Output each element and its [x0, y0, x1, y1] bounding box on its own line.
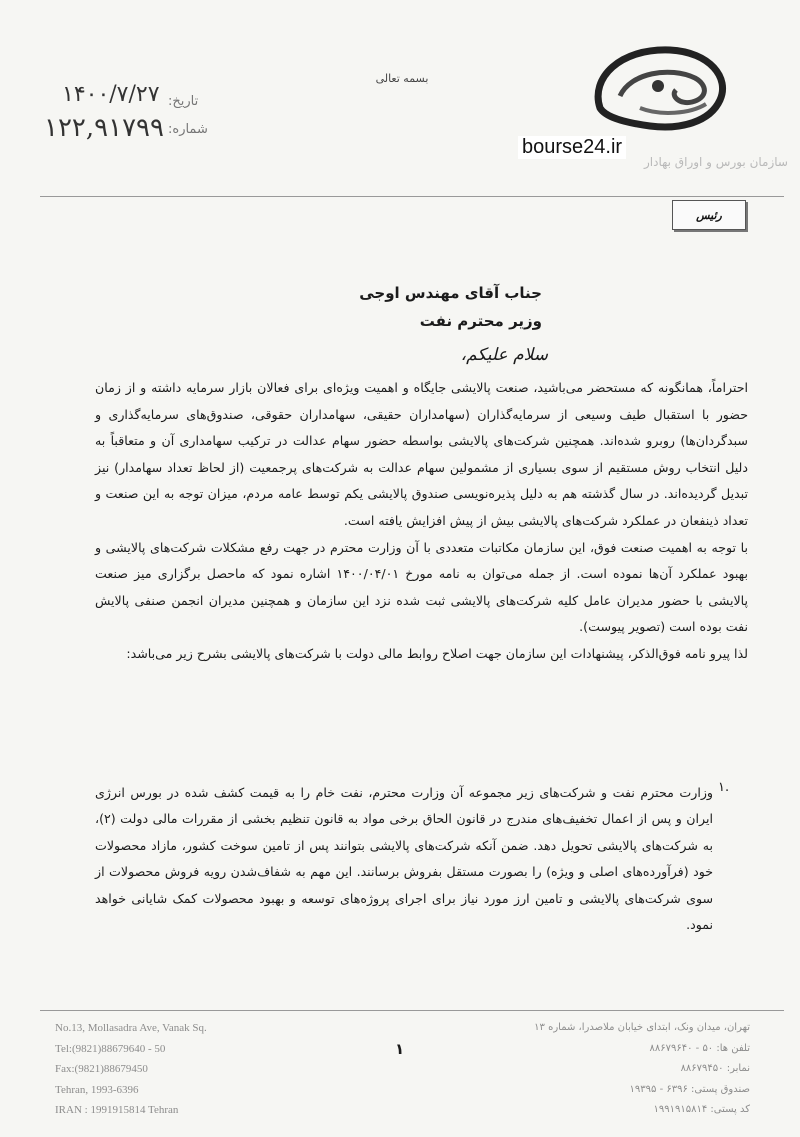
date-label: تاریخ:: [168, 94, 199, 109]
footer-line: نمابر: ۸۸۶۷۹۴۵۰: [680, 1063, 750, 1074]
footer-line: صندوق پستی: ۶۳۹۶ - ۱۹۳۹۵: [629, 1083, 750, 1095]
page-number: ۱: [395, 1040, 405, 1058]
footer-address-persian: [470, 1018, 750, 1121]
addressee-title: وزیر محترم نفت: [419, 312, 542, 330]
watermark-text: bourse24.ir: [518, 136, 626, 159]
footer-line: تلفن ها: ۵۰ - ۸۸۶۷۹۶۴۰: [649, 1042, 750, 1054]
letter-body: [95, 375, 748, 668]
footer-line: Fax:(9821)88679450: [55, 1063, 148, 1075]
department-stamp: [672, 200, 746, 230]
letter-number-value: ۱۲۲,۹۱۷۹۹: [44, 113, 164, 143]
footer-line: تهران، میدان ونک، ابتدای خیابان ملاصدرا، شماره ۱۳: [534, 1022, 750, 1033]
organization-logo: [580, 38, 740, 148]
salutation: سلام علیکم،: [460, 345, 548, 365]
body-paragraph: لذا پیرو نامه فوق‌الذکر، پیشنهادات این سازمان جهت اصلاح روابط مالی دولت با شرکت‌های پالایشی بشرح زیر می‌باشد:: [126, 645, 748, 661]
organization-name: سازمان بورس و اوراق بهادار: [643, 155, 788, 169]
body-paragraph: با توجه به اهمیت صنعت فوق، این سازمان مکاتبات متعددی با آن وزارت محترم در جهت رفع مشکلات شرکت‌های پالایشی و بهبود عملکرد آن‌ها نموده است. از جمله می‌توان به نامه مورخ ۱۴۰۰/۰۴/۰۱ اشاره نمود که ماحصل برگزاری میز صنعت پالایشی با حضور مدیران عامل کلیه شرکت‌های پالایشی ثبت شده نزد این سازمان و همچنین مدیران انجمن صنفی پالایش نفت بوده است (تصویر پیوست).: [95, 539, 748, 635]
list-item-number: ۱.: [718, 780, 730, 795]
body-paragraph: احتراماً، همانگونه که مستحضر می‌باشید، صنعت پالایشی جایگاه و اهمیت ویژه‌ای برای فعالان بازار سرمایه داشته و از زمان حضور با استقبال طیف وسیعی از سرمایه‌گذاران (سهامداران حقیقی، سهامداران حقوقی، صندوق‌های سرمایه‌گذاری و سبدگردان‌ها) روبرو شده‌اند. همچنین شرکت‌های پالایشی بواسطه حضور سهام عدالت در ترکیب سهامداری آن و متعاقباً به دلیل انتخاب روش مستقیم از سوی بسیاری از مشمولین سهام عدالت به شرکت‌های پرجمعیت (از لحاظ تعداد سهامدار) نیز تبدیل گردیده‌اند. در سال گذشته هم به دلیل پذیره‌نویسی صندوق پالایشی یکم توسط عامه مردم، میزان توجه به این صنعت و تعداد ذینفعان در عملکرد شرکت‌های پالایشی بیش از پیش افزایش یافته است.: [95, 380, 748, 528]
footer-line: کد پستی: ۱۹۹۱۹۱۵۸۱۴: [653, 1104, 750, 1115]
letter-number-label: شماره:: [168, 122, 208, 137]
department-label: رئیس: [696, 208, 722, 222]
footer-line: Tehran, 1993-6396: [55, 1083, 139, 1096]
header-divider: [40, 196, 784, 197]
footer-address-english: [55, 1018, 207, 1121]
footer-line: IRAN : 1991915814 Tehran: [55, 1104, 179, 1116]
bismillah: بسمه تعالی: [375, 72, 429, 85]
date-value: ۱۴۰۰/۷/۲۷: [62, 82, 160, 107]
addressee-name: جناب آقای مهندس اوجی: [359, 284, 542, 302]
footer-divider: [40, 1010, 784, 1011]
list-item-text: وزارت محترم نفت و شرکت‌های زیر مجموعه آن وزارت محترم، نفت خام را به قیمت کشف شده در بورس انرژی ایران و پس از اعمال تخفیف‌های مندرج در قانون الحاق برخی مواد به قانون تنظیم بخشی از مقررات مالی دولت (۲)، به شرکت‌های پالایشی تحویل دهد. ضمن آنکه شرکت‌های پالایشی بتوانند پس از تامین سوخت کشور، مازاد محصولات خود (فرآورده‌های اصلی و ویژه) را بصورت مستقل بفروش برسانند. این مهم به شفاف‌شدن رویه فروش محصولات از سوی شرکت‌های پالایشی و تامین ارز مورد نیاز برای اجرای پروژه‌های توسعه و بهبود محصولات کمک شایانی خواهد نمود.: [95, 785, 713, 933]
footer-line: No.13, Mollasadra Ave, Vanak Sq.: [55, 1022, 207, 1034]
footer-line: Tel:(9821)88679640 - 50: [55, 1042, 166, 1055]
